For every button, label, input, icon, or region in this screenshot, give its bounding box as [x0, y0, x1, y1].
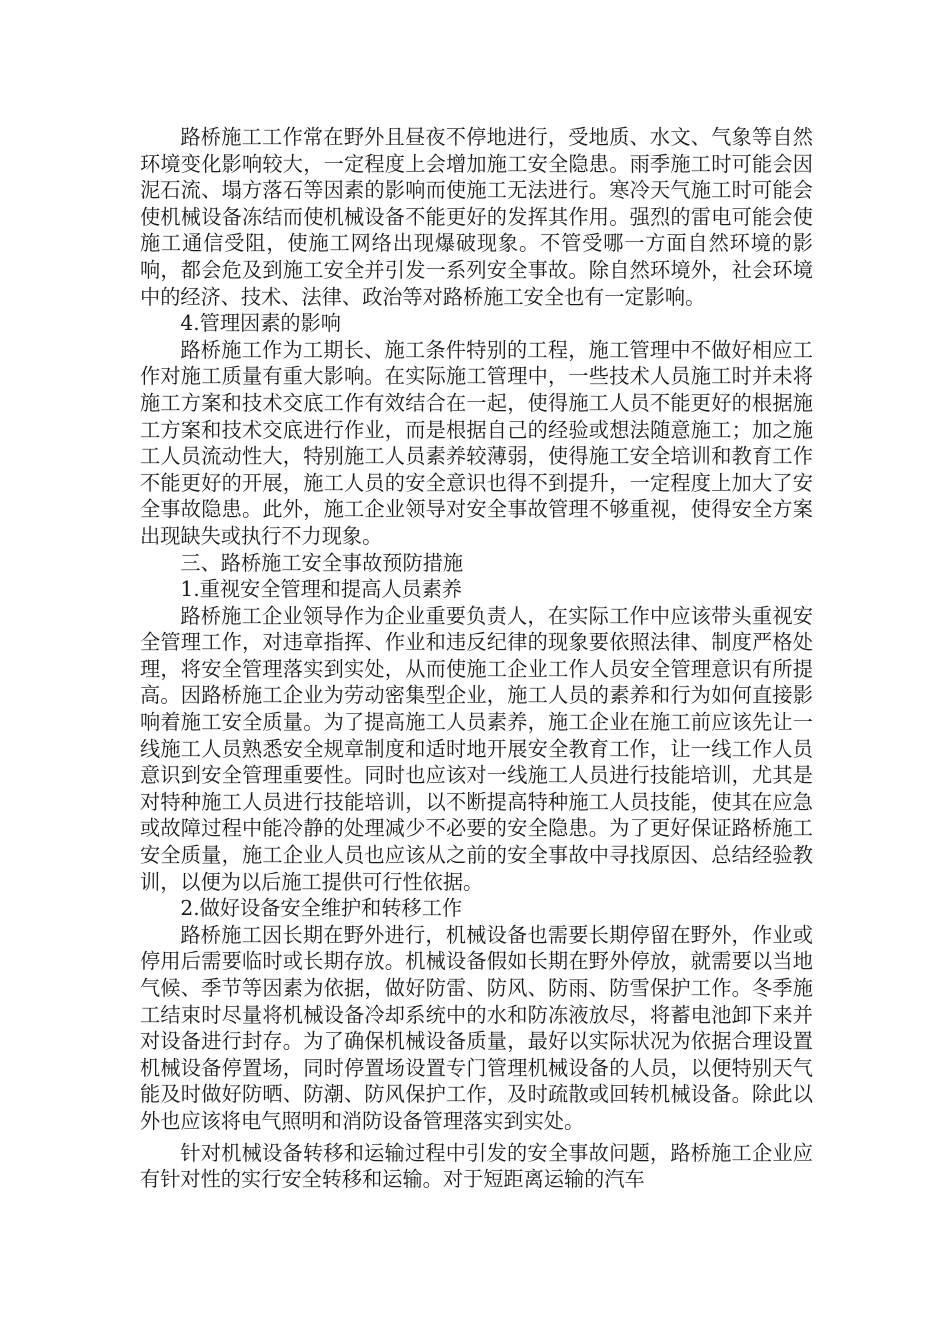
paragraph-natural-environment: 路桥施工工作常在野外且昼夜不停地进行，受地质、水文、气象等自然环境变化影响较大，一定程度上会增加施工安全隐患。雨季施工时可能会因泥石流、塌方落石等因素的影响而使施工无法进行。寒冷天气施工时可能会使机械设备冻结而使机械设备不能更好的发挥其作用。强烈的雷电可能会使施工通信受阻，使施工网络出现爆破现象。不管受哪一方面自然环境的影响，都会危及到施工安全并引发一系列安全事故。除自然环境外，社会环境中的经济、技术、法律、政治等对路桥施工安全也有一定影响。: [140, 125, 813, 309]
paragraph-equipment-maintenance: 路桥施工因长期在野外进行，机械设备也需要长期停留在野外，作业或停用后需要临时或长期存放。机械设备假如长期在野外停放，就需要以当地气候、季节等因素为依据，做好防雷、防风、防雨、防雪保护工作。冬季施工结束时尽量将机械设备冷却系统中的水和防冻液放尽，将蓄电池卸下来并对设备进行封存。为了确保机械设备质量，最好以实际状况为依据合理设置机械设备停置场，同时停置场设置专门管理机械设备的人员，以便特别天气能及时做好防晒、防潮、防风保护工作，及时疏散或回转机械设备。除此以外也应该将电气照明和消防设备管理落实到实处。: [140, 922, 813, 1133]
paragraph-equipment-transport: 针对机械设备转移和运输过程中引发的安全事故问题，路桥施工企业应有针对性的实行安全转移和运输。对于短距离运输的汽车: [140, 1140, 813, 1192]
section-heading-prevention-measures: 三、路桥施工安全事故预防措施: [180, 550, 464, 575]
heading-safety-management: 1.重视安全管理和提高人员素养: [180, 577, 463, 602]
paragraph-management-factors: 路桥施工作为工期长、施工条件特别的工程，施工管理中不做好相应工作对施工质量有重大影响。在实际施工管理中，一些技术人员施工时并未将施工方案和技术交底工作有效结合在一起，使得施工人员不能更好的根据施工方案和技术交底进行作业，而是根据自己的经验或想法随意施工；加之施工人员流动性大，特别施工人员素养较薄弱，使得施工安全培训和教育工作不能更好的开展，施工人员的安全意识也得不到提升，一定程度上加大了安全事故隐患。此外，施工企业领导对安全事故管理不够重视，使得安全方案出现缺失或执行不力现象。: [140, 337, 813, 548]
paragraph-safety-management: 路桥施工企业领导作为企业重要负责人，在实际工作中应该带头重视安全管理工作，对违章指挥、作业和违反纪律的现象要依照法律、制度严格处理，将安全管理落实到实处，从而使施工企业工作人员安全管理意识有所提高。因路桥施工企业为劳动密集型企业，施工人员的素养和行为如何直接影响着施工安全质量。为了提高施工人员素养，施工企业在施工前应该先让一线施工人员熟悉安全规章制度和适时地开展安全教育工作，让一线工作人员意识到安全管理重要性。同时也应该对一线施工人员进行技能培训，尤其是对特种施工人员进行技能培训，以不断提高特种施工人员技能，使其在应急或故障过程中能冷静的处理减少不必要的安全隐患。为了更好保证路桥施工安全质量，施工企业人员也应该从之前的安全事故中寻找原因、总结经验教训，以便为以后施工提供可行性依据。: [140, 603, 813, 894]
document-body: [140, 124, 813, 1193]
heading-management-factors: 4.管理因素的影响: [180, 311, 341, 336]
heading-equipment-maintenance: 2.做好设备安全维护和转移工作: [180, 896, 463, 921]
